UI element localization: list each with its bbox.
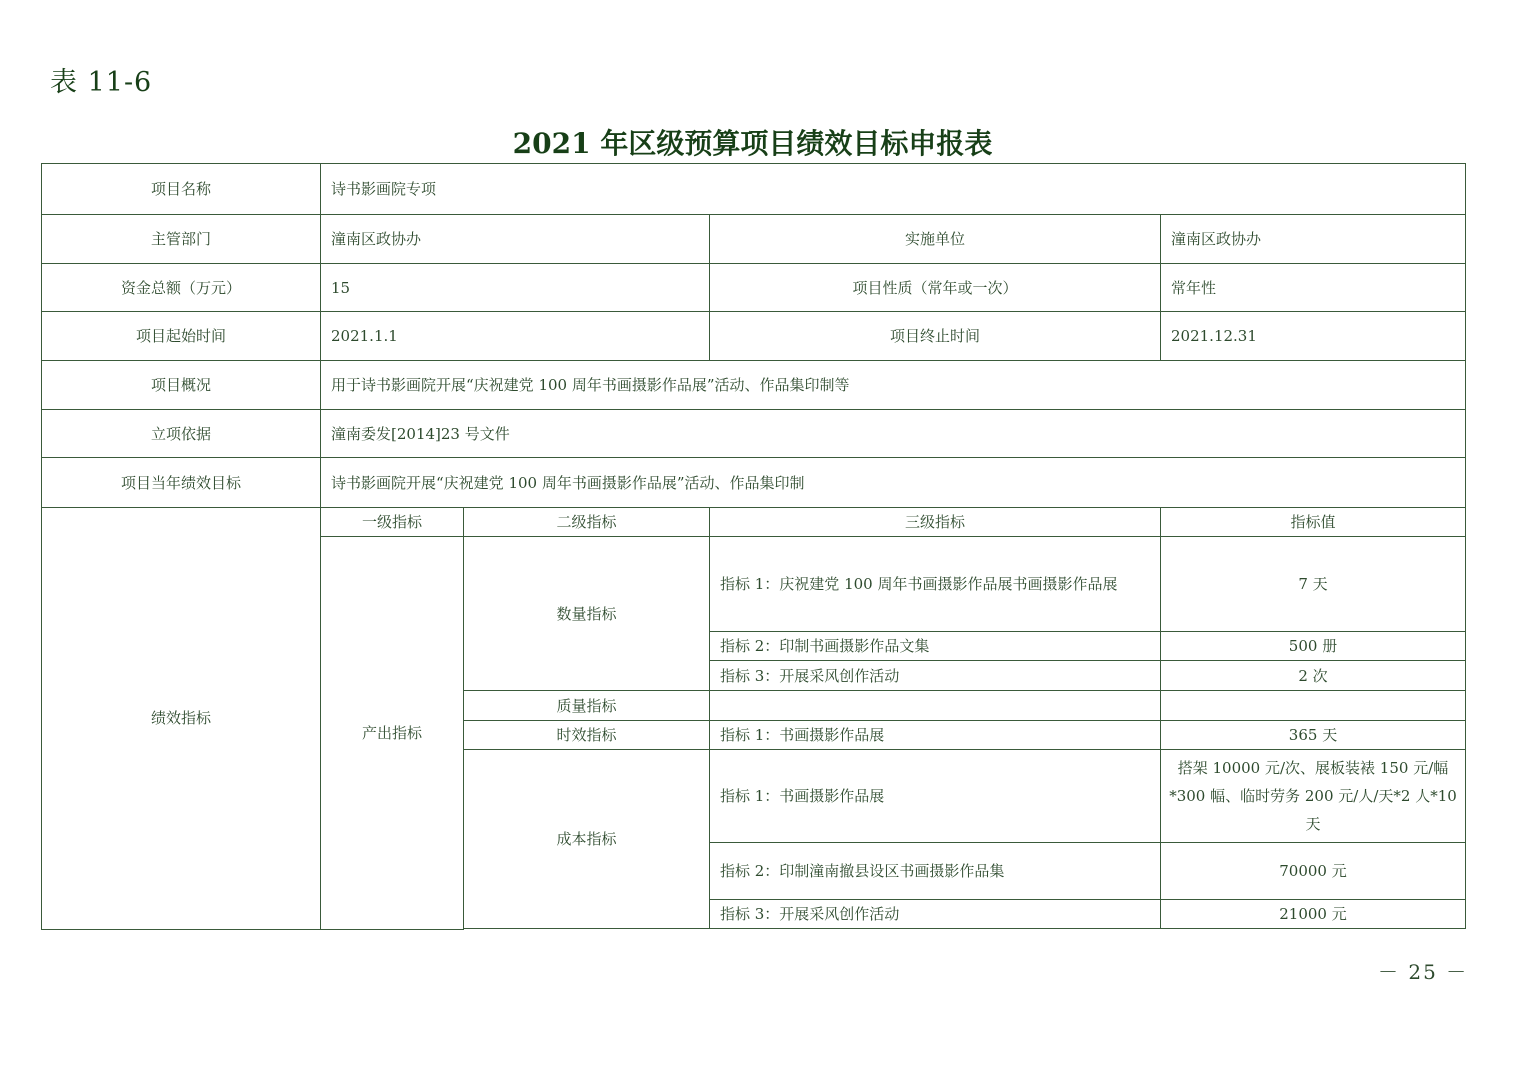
cost-value-3: 21000 元: [1161, 900, 1466, 929]
quantity-value-1: 7 天: [1161, 537, 1466, 632]
quantity-value-3: 2 次: [1161, 661, 1466, 691]
impl-value: 潼南区政协办: [1161, 215, 1466, 264]
funds-value: 15: [321, 264, 710, 312]
nature-value: 常年性: [1161, 264, 1466, 312]
cost-value-2: 70000 元: [1161, 843, 1466, 900]
row-indicator-header: [42, 508, 1466, 537]
cost-label: 成本指标: [464, 750, 710, 929]
quantity-label: 数量指标: [464, 537, 710, 691]
quality-label: 质量指标: [464, 691, 710, 721]
quantity-indicator-3: 指标 3：开展采风创作活动: [710, 661, 1161, 691]
timeliness-label: 时效指标: [464, 721, 710, 750]
quantity-indicator-1: 指标 1：庆祝建党 100 周年书画摄影作品展书画摄影作品展: [710, 537, 1161, 632]
overview-value: 用于诗书影画院开展“庆祝建党 100 周年书画摄影作品展”活动、作品集印制等: [321, 361, 1466, 410]
timeliness-value-1: 365 天: [1161, 721, 1466, 750]
impl-label: 实施单位: [710, 215, 1161, 264]
goal-label: 项目当年绩效目标: [42, 458, 321, 508]
cost-indicator-2: 指标 2：印制潼南撤县设区书画摄影作品集: [710, 843, 1161, 900]
dept-label: 主管部门: [42, 215, 321, 264]
nature-label: 项目性质（常年或一次）: [710, 264, 1161, 312]
project-name-value: 诗书影画院专项: [321, 164, 1466, 215]
document-title: 2021 年区级预算项目绩效目标申报表: [512, 127, 993, 160]
table-number: 表 11-6: [50, 67, 153, 98]
overview-label: 项目概况: [42, 361, 321, 410]
row-basis: [42, 410, 1466, 458]
end-value: 2021.12.31: [1161, 312, 1466, 361]
quantity-indicator-2: 指标 2：印制书画摄影作品文集: [710, 632, 1161, 661]
performance-form-table: [41, 163, 1466, 930]
timeliness-indicator-1: 指标 1：书画摄影作品展: [710, 721, 1161, 750]
quality-value: [1161, 691, 1466, 721]
cost-value-1: 搭架 10000 元/次、展板装裱 150 元/幅*300 幅、临时劳务 200 元/人/天*2 人*10 天: [1161, 750, 1466, 843]
col-value-header: 指标值: [1161, 508, 1466, 537]
level1-output: 产出指标: [321, 537, 464, 930]
basis-value: 潼南委发[2014]23 号文件: [321, 410, 1466, 458]
row-time: [42, 312, 1466, 361]
col-level2-header: 二级指标: [464, 508, 710, 537]
quality-indicator: [710, 691, 1161, 721]
funds-label: 资金总额（万元）: [42, 264, 321, 312]
cost-indicator-1: 指标 1：书画摄影作品展: [710, 750, 1161, 843]
performance-section-label: 绩效指标: [42, 508, 321, 930]
start-value: 2021.1.1: [321, 312, 710, 361]
end-label: 项目终止时间: [710, 312, 1161, 361]
row-goal: [42, 458, 1466, 508]
row-department: [42, 215, 1466, 264]
col-level1-header: 一级指标: [321, 508, 464, 537]
col-level3-header: 三级指标: [710, 508, 1161, 537]
start-label: 项目起始时间: [42, 312, 321, 361]
basis-label: 立项依据: [42, 410, 321, 458]
row-funds: [42, 264, 1466, 312]
project-name-label: 项目名称: [42, 164, 321, 215]
goal-value: 诗书影画院开展“庆祝建党 100 周年书画摄影作品展”活动、作品集印制: [321, 458, 1466, 508]
page-number: － 25 －: [1378, 960, 1469, 984]
cost-indicator-3: 指标 3：开展采风创作活动: [710, 900, 1161, 929]
row-project-name: [42, 164, 1466, 215]
dept-value: 潼南区政协办: [321, 215, 710, 264]
quantity-value-2: 500 册: [1161, 632, 1466, 661]
row-overview: [42, 361, 1466, 410]
